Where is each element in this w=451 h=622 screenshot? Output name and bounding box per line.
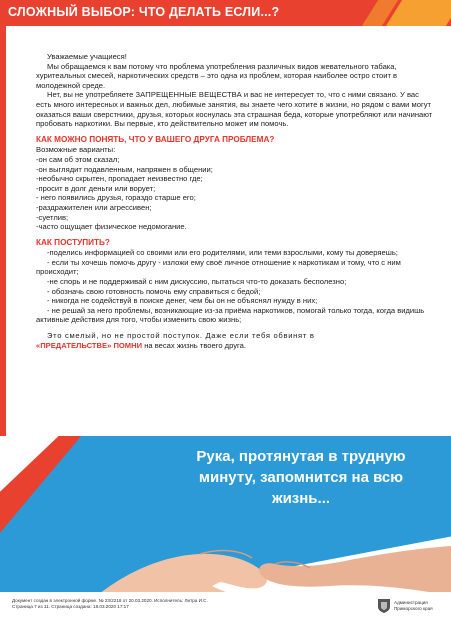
main-text — [36, 52, 436, 350]
list-item: - обозначь свою готовность помочь ему справиться с бедой; — [47, 286, 261, 296]
section-heading-signs: КАК МОЖНО ПОНЯТЬ, ЧТО У ВАШЕГО ДРУГА ПРОБЛЕМА? — [36, 134, 275, 144]
admin-line-2: Приморского края — [394, 606, 433, 611]
coat-of-arms-icon — [377, 598, 391, 614]
intro-paragraph-1: Мы обращаемся к вам потому что проблема употребления различных видов жевательного табака, хуритеальных смесей, наркотических средств – это одна из проблем, которая наиболее остро стоит в молодежной среде. — [36, 61, 398, 90]
list-item: - никогда не содействуй в поиске денег, чем бы он не объяснял нужду в них; — [47, 296, 318, 306]
list-item: -часто ощущает физическое недомогание. — [36, 222, 187, 232]
intro-p2-end: и вас не интересует то, что с ними связано. У вас есть много интересных и важных дел, любимые занятия, вы знаете чего хотите в жизни, но рядом с вами могут оказаться ваши сверстники, друзья, которых коснулась эта страшная беда, которые употребляют или начинают пробовать наркотики. Вы первые, кто действительно может им помочь. — [36, 90, 433, 129]
closing-bold-red: «ПРЕДАТЕЛЬСТВЕ» ПОМНИ — [36, 340, 143, 350]
closing-emphasis — [36, 341, 436, 351]
list-item: -раздражителен или агрессивен; — [36, 202, 152, 212]
section-heading-actions: КАК ПОСТУПИТЬ? — [36, 237, 110, 247]
slogan-text: Рука, протянутая в трудную минуту, запомнится на всю жизнь... — [196, 448, 406, 507]
list-item: -он выглядит подавленным, напряжен в общении; — [36, 164, 213, 174]
list-item: - если ты хочешь помочь другу - изложи ему своё личное отношение к наркотикам и тому, что с ним происходит; — [36, 257, 401, 277]
closing-line: Это смелый, но не простой поступок. Даже если тебя обвинят в — [47, 331, 315, 341]
list-item: -просит в долг деньги или ворует; — [36, 183, 156, 193]
section-subheading: Возможные варианты: — [36, 145, 116, 155]
left-accent-bar — [0, 26, 6, 436]
intro-p2-caps: ЗАПРЕЩЕННЫЕ ВЕЩЕСТВА — [135, 90, 242, 100]
list-item: - него появились друзья, гораздо старше его; — [36, 193, 196, 203]
document-stamp — [12, 598, 342, 610]
list-item: -он сам об этом сказал; — [36, 154, 120, 164]
closing-line-2: на весах жизнь твоего друга. — [142, 340, 246, 350]
header-band — [0, 0, 451, 26]
stamp-line-1: Документ создан в электронной форме. № 23/2218 от 20.03.2020. Исполнитель: Литра И.С. — [12, 598, 208, 603]
stamp-line-2: Страница 7 из 11. Страница создана: 18.03.2020 17:17 — [12, 604, 129, 609]
list-item: - не решай за него проблемы, возникающие из-за приёма наркотиков, помогай только тогда, когда видишь активные действия для того, чтобы изменить свою жизнь; — [36, 305, 425, 325]
list-item: -необычно скрытен, пропадает неизвестно где; — [36, 174, 203, 184]
admin-line-1: Администрация — [394, 600, 428, 605]
list-item: -поделись информацией со своими или его родителями, или теми взрослыми, кому ты доверяешь; — [47, 248, 398, 258]
administration-label — [394, 600, 450, 612]
greeting: Уважаемые учащиеся! — [47, 52, 127, 61]
intro-paragraph-2 — [36, 90, 436, 128]
page-title: СЛОЖНЫЙ ВЫБОР: ЧТО ДЕЛАТЬ ЕСЛИ...? — [8, 5, 280, 19]
list-item: -не спорь и не поддерживай с ним дискуссию, пытаться что-то доказать бесполезно; — [47, 277, 347, 287]
list-item: -суетлив; — [36, 212, 69, 222]
footer — [0, 592, 451, 622]
intro-p2-start: Нет, вы не употребляете — [47, 90, 136, 100]
